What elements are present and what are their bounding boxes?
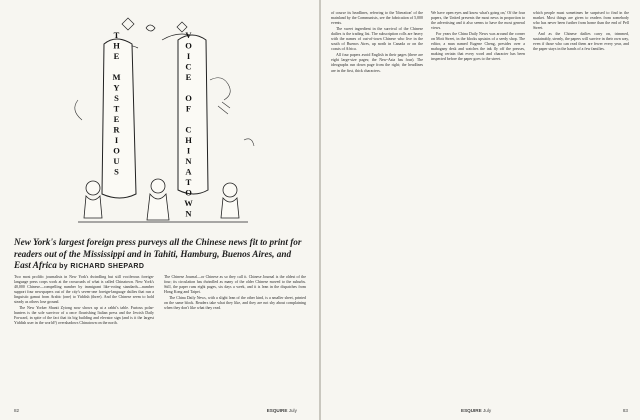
- magazine-name-left: ESQUIRE: [266, 408, 288, 413]
- paragraph: We have open eyes and know what's going on,' Of the four papers, the United presents the most news in proportion to the advertising and it also seems to have the most general views.: [431, 10, 525, 31]
- issue-month-right: July: [482, 408, 492, 413]
- paragraph: which people must sometimes be surprised to find in the market. Most things are given to readers from somebody who has never been further from home than the end of Pell Street.: [533, 10, 629, 31]
- paragraph: Two most prolific journalists in New York's dwindling but still vociferous foreign-language press corps work at the crossroads of what is called Chinatown. New York's 40,000 Chinese—compelling number by immigrant like-voting standards—number support four newspapers out of the city's seven-one foreign-language dailies that run a linguistic gamut from Arabic (one) to Yiddish (three). And the Chinese seem to hold steady as others lose ground.: [14, 274, 154, 305]
- left-page: [0, 0, 319, 420]
- illustration-vertical-title-left: THE MYSTERIOUS: [111, 30, 122, 177]
- magazine-name-right: ESQUIRE: [461, 408, 482, 413]
- article-deck: [14, 237, 306, 273]
- paragraph: The New Yorker Shanti Zyiong now shows up at a rabbi's table. Furious polar-hunters is the sole survivor of a once flourishing Italian press and the Jewish Daily Forward, in spite of the fact that its big building and elevator sign (and is it the largest Yiddish user in the world?) overshadows Chinatown on the north.: [14, 305, 154, 326]
- page-number-right: 83: [622, 408, 628, 413]
- page-number-left: 82: [14, 408, 20, 413]
- paragraph: All four papers avoid English in their pages (there are eight large-size pages; the New-Asia has four). The ideographs run down page from the right; the headlines are in the first, thick characters.: [331, 52, 423, 73]
- left-page-column-2: [164, 274, 306, 408]
- deck-text: New York's largest foreign press purveys all the Chinese news fit to print for readers out of the Mississippi and in Tahiti, Hamburg, Buenos Aires, and East Africa: [14, 237, 302, 270]
- issue-month-left: July: [288, 408, 297, 413]
- right-page: [321, 0, 640, 420]
- illustration-vertical-title-right: VOICE OF CHINATOWN: [183, 30, 194, 219]
- left-page-column-1: [14, 274, 154, 408]
- illustration-drawing: [58, 10, 268, 230]
- right-page-column-1: [331, 10, 423, 406]
- paragraph: And as the Chinese dailies carry on, trimmed, sustainably, sternly, the papers will survive in their own way, even if those who can read them are fewer every year, and the paper stays in the hands of a few families.: [533, 31, 629, 52]
- paragraph: For years the China Daily News was around the corner on Mott Street, in the blocks upstairs of a seedy shop. The editor, a man named Eugene Cheng, presides over a mahogany desk and watches the ink fly off the presses, making certain that every word and character has been inspected before the paper goes to the street.: [431, 31, 525, 62]
- folio-left: [14, 408, 297, 413]
- paragraph: The Chinese Journal—or Chinese as so they call it. Chinese Journal is the oldest of the four; its circulation has dwindled as many of the older Chinese moved to the suburbs. Still, the paper runs eight pages, six days a week, and it is lean in the dispatches from Hong Kong and Taipei.: [164, 274, 306, 295]
- folio-right-magazine: [461, 408, 491, 413]
- right-page-column-2: [431, 10, 525, 406]
- paragraph: of course its headlines, referring to the 'liberation' of the mainland by the Communists, see the fabrication of 5,000 events.: [331, 10, 423, 26]
- paragraph: The China Daily News, with a slight lean of the other kind, is a smaller sheet, printed on the same block. Readers take what they like, and they are not shy about complaining when they don't like what they read.: [164, 295, 306, 311]
- right-page-column-3: [533, 10, 629, 406]
- byline: by RICHARD SHEPARD: [59, 263, 145, 270]
- chinatown-illustration: [58, 10, 268, 230]
- folio-right-number: [623, 408, 628, 413]
- paragraph: The sweet ingredient in the survival of the Chinese dailies is the trading list. The subscription rolls are heavy with the names of out-of-town Chinese who live in the south of Buenos Aires, up north in Canada or on the coasts of Africa.: [331, 26, 423, 52]
